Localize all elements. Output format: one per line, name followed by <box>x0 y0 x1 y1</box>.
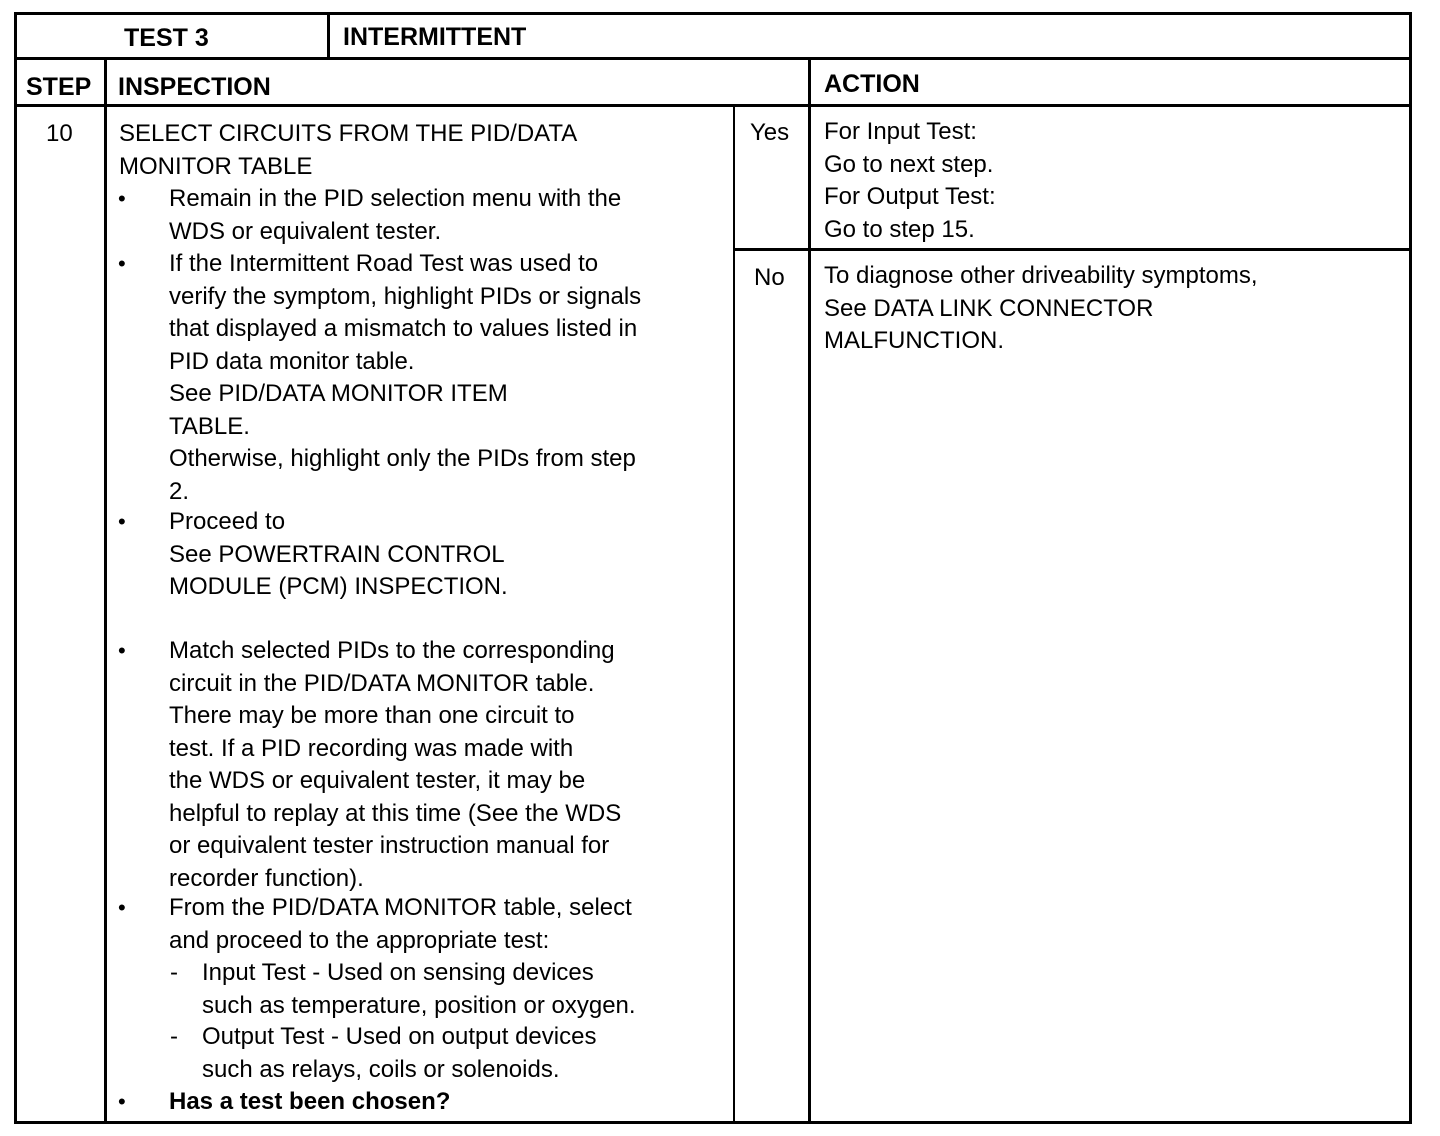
bullet-line: See PID/DATA MONITOR ITEM <box>169 380 508 407</box>
sub-item-output-test <box>202 1021 596 1086</box>
bullet-marker: • <box>118 509 126 534</box>
column-header-step: STEP <box>26 73 92 101</box>
sub-item-dash: - <box>170 1023 178 1050</box>
test-name-label: INTERMITTENT <box>343 23 527 51</box>
sub-item-line: Output Test - Used on output devices <box>202 1023 597 1050</box>
bullet-line: If the Intermittent Road Test was used to <box>169 250 599 277</box>
bullet-line: TABLE. <box>169 412 250 440</box>
inspection-bullet-2 <box>169 248 641 508</box>
bullet-marker: • <box>118 638 126 663</box>
bullet-line: verify the symptom, highlight PIDs or signals <box>169 282 642 310</box>
inspection-bullet-3 <box>169 506 508 604</box>
bullet-line: From the PID/DATA MONITOR table, select <box>169 894 632 921</box>
answer-yes: Yes <box>750 119 790 146</box>
test-label-divider <box>327 12 330 58</box>
sub-item-line: such as relays, coils or solenoids. <box>202 1055 560 1083</box>
sub-item-line: Input Test - Used on sensing devices <box>202 959 594 986</box>
bullet-line: See POWERTRAIN CONTROL <box>169 540 505 568</box>
bullet-marker: • <box>118 1089 126 1114</box>
bullet-line: PID data monitor table. <box>169 347 415 375</box>
table-border-left <box>14 12 17 1124</box>
bullet-line: 2. <box>169 477 190 505</box>
action-no <box>824 260 1258 358</box>
inspection-question <box>169 1086 450 1119</box>
answer-no: No <box>754 264 785 291</box>
action-line: Go to next step. <box>824 150 994 178</box>
action-line: For Input Test: <box>824 118 977 145</box>
action-line: MALFUNCTION. <box>824 327 1004 354</box>
bullet-line: circuit in the PID/DATA MONITOR table. <box>169 669 595 697</box>
bullet-line: the WDS or equivalent tester, it may be <box>169 767 586 794</box>
inspection-bullet-5 <box>169 892 632 957</box>
action-line: For Output Test: <box>824 183 996 210</box>
bullet-marker: • <box>118 251 126 276</box>
bullet-line: There may be more than one circuit to <box>169 702 575 729</box>
column-header-action: ACTION <box>824 70 920 98</box>
bullet-marker: • <box>118 895 126 920</box>
action-line: To diagnose other driveability symptoms, <box>824 262 1258 289</box>
inspection-bullet-1 <box>169 183 621 248</box>
column-header-divider <box>14 104 1412 107</box>
answer-column-divider <box>733 106 735 1124</box>
step-title-line: MONITOR TABLE <box>119 152 313 180</box>
bullet-line: helpful to replay at this time (See the WDS <box>169 799 622 827</box>
bullet-line: or equivalent tester instruction manual for <box>169 832 610 859</box>
bullet-line: Remain in the PID selection menu with the <box>169 185 622 212</box>
inspection-bullet-4 <box>169 635 621 895</box>
bullet-line: and proceed to the appropriate test: <box>169 926 550 954</box>
sub-item-input-test <box>202 957 636 1022</box>
bullet-line: MODULE (PCM) INSPECTION. <box>169 573 508 600</box>
bullet-line: Match selected PIDs to the corresponding <box>169 637 615 664</box>
action-column-divider <box>808 58 811 1124</box>
action-line: See DATA LINK CONNECTOR <box>824 294 1154 322</box>
header-divider <box>14 57 1412 60</box>
step-number: 10 <box>46 120 73 147</box>
bullet-line: that displayed a mismatch to values listed in <box>169 315 638 342</box>
column-header-inspection: INSPECTION <box>118 73 271 101</box>
bullet-line: Proceed to <box>169 508 286 535</box>
bullet-line: WDS or equivalent tester. <box>169 217 442 245</box>
sub-item-line: such as temperature, position or oxygen. <box>202 991 636 1019</box>
bullet-marker: • <box>118 186 126 211</box>
table-border-right <box>1409 12 1412 1124</box>
sub-item-dash: - <box>170 959 178 986</box>
bullet-line: test. If a PID recording was made with <box>169 734 574 762</box>
bullet-line: recorder function). <box>169 864 364 892</box>
yes-no-divider <box>733 248 1412 251</box>
step-column-divider <box>104 58 107 1124</box>
test-number-label: TEST 3 <box>124 24 209 52</box>
step-title-line: SELECT CIRCUITS FROM THE PID/DATA <box>119 120 578 147</box>
question-line: Has a test been chosen? <box>169 1088 451 1115</box>
step-title <box>119 118 577 183</box>
table-border-bottom <box>14 1121 1412 1124</box>
action-line: Go to step 15. <box>824 215 975 243</box>
action-yes <box>824 116 996 246</box>
bullet-line: Otherwise, highlight only the PIDs from step <box>169 445 636 472</box>
table-border-top <box>14 12 1412 15</box>
